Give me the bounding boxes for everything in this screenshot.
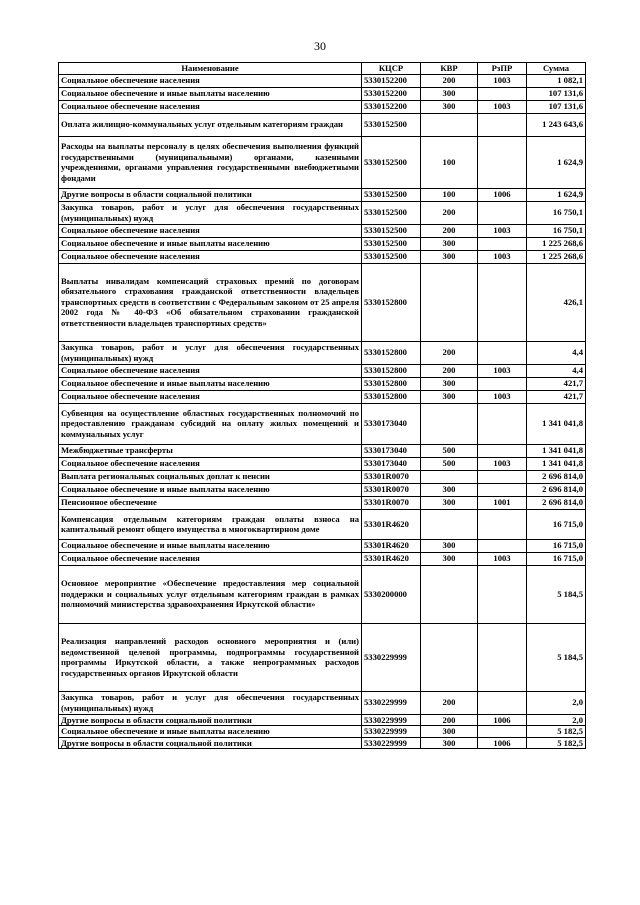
- cell-rzpr: 1003: [478, 457, 527, 470]
- cell-kcsr: 53301R4620: [362, 509, 421, 539]
- table-row: [59, 403, 586, 444]
- cell-kcsr: 5330173040: [362, 444, 421, 457]
- cell-kcsr: 53301R4620: [362, 539, 421, 552]
- cell-sum: 1 624,9: [527, 136, 586, 188]
- cell-name: Социальное обеспечение и иные выплаты населению: [59, 539, 362, 552]
- cell-name: Реализация направлений расходов основного мероприятия и (или) ведомственной целевой программы, подпрограммы государственной программы Иркутской области, а также непрограммных расходов государственных органов Иркутской области: [59, 623, 362, 691]
- cell-kcsr: 53301R0070: [362, 496, 421, 509]
- cell-name: Выплаты инвалидам компенсаций страховых премий по договорам обязательного страхования гражданской ответственности владельцев транспортных средств в соответствии с Федеральным законом от 25 апреля 2002 года № 40-ФЗ «Об обязательном страховании гражданской ответственности владельцев транспортных средств»: [59, 263, 362, 341]
- cell-kvr: 300: [421, 87, 478, 100]
- header-rzpr: РзПР: [478, 63, 527, 75]
- cell-kvr: [421, 565, 478, 623]
- table-row: [59, 390, 586, 403]
- cell-rzpr: [478, 483, 527, 496]
- cell-kcsr: 5330152800: [362, 364, 421, 377]
- cell-kvr: 300: [421, 726, 478, 738]
- cell-sum: 1 624,9: [527, 188, 586, 201]
- cell-kvr: 200: [421, 364, 478, 377]
- header-kcsr: КЦСР: [362, 63, 421, 75]
- cell-sum: 2,0: [527, 714, 586, 726]
- table-row: [59, 377, 586, 390]
- budget-table: [58, 62, 586, 749]
- table-row: [59, 496, 586, 509]
- cell-kvr: 100: [421, 136, 478, 188]
- cell-name: Пенсионное обеспечение: [59, 496, 362, 509]
- cell-kcsr: 5330152800: [362, 341, 421, 364]
- cell-rzpr: [478, 726, 527, 738]
- cell-sum: 1 225 268,6: [527, 237, 586, 250]
- cell-kvr: 300: [421, 539, 478, 552]
- cell-rzpr: 1003: [478, 224, 527, 237]
- cell-sum: 5 184,5: [527, 565, 586, 623]
- cell-sum: 2 696 814,0: [527, 496, 586, 509]
- cell-rzpr: 1006: [478, 714, 527, 726]
- header-kvr: КВР: [421, 63, 478, 75]
- cell-name: Социальное обеспечение населения: [59, 250, 362, 263]
- cell-rzpr: [478, 539, 527, 552]
- cell-kvr: [421, 470, 478, 483]
- cell-kvr: 200: [421, 201, 478, 224]
- table-row: [59, 136, 586, 188]
- table-row: [59, 74, 586, 87]
- cell-kvr: 500: [421, 457, 478, 470]
- cell-kcsr: 5330229999: [362, 714, 421, 726]
- cell-sum: 16 750,1: [527, 201, 586, 224]
- cell-name: Оплата жилищно-коммунальных услуг отдельным категориям граждан: [59, 113, 362, 136]
- cell-sum: 2 696 814,0: [527, 483, 586, 496]
- cell-rzpr: [478, 136, 527, 188]
- cell-kvr: 300: [421, 100, 478, 113]
- table-row: [59, 263, 586, 341]
- table-row: [59, 470, 586, 483]
- cell-kvr: 200: [421, 224, 478, 237]
- cell-kvr: 200: [421, 74, 478, 87]
- cell-kvr: [421, 113, 478, 136]
- cell-name: Социальное обеспечение населения: [59, 552, 362, 565]
- cell-sum: 1 082,1: [527, 74, 586, 87]
- page-number: 30: [314, 39, 326, 53]
- cell-sum: 16 715,0: [527, 552, 586, 565]
- cell-name: Социальное обеспечение населения: [59, 224, 362, 237]
- cell-kvr: 300: [421, 483, 478, 496]
- cell-kvr: 300: [421, 237, 478, 250]
- cell-kvr: 300: [421, 552, 478, 565]
- cell-name: Социальное обеспечение населения: [59, 457, 362, 470]
- header-name: Наименование: [59, 63, 362, 75]
- cell-sum: 5 184,5: [527, 623, 586, 691]
- cell-sum: 4,4: [527, 341, 586, 364]
- table-row: [59, 237, 586, 250]
- cell-sum: 16 715,0: [527, 539, 586, 552]
- table-row: [59, 100, 586, 113]
- cell-kvr: [421, 263, 478, 341]
- cell-kcsr: 5330152800: [362, 377, 421, 390]
- table-row: [59, 483, 586, 496]
- table-row: [59, 364, 586, 377]
- cell-rzpr: 1006: [478, 188, 527, 201]
- cell-kcsr: 53301R0070: [362, 470, 421, 483]
- cell-kcsr: 5330152800: [362, 263, 421, 341]
- cell-rzpr: [478, 444, 527, 457]
- cell-name: Основное мероприятие «Обеспечение предоставления мер социальной поддержки и социальных услуг отдельным категориям граждан в рамках полномочий министерства здравоохранения Иркутской области»: [59, 565, 362, 623]
- cell-kcsr: 5330152500: [362, 237, 421, 250]
- cell-name: Закупка товаров, работ и услуг для обеспечения государственных (муниципальных) нужд: [59, 341, 362, 364]
- cell-rzpr: 1003: [478, 364, 527, 377]
- cell-kcsr: 5330200000: [362, 565, 421, 623]
- table-row: [59, 201, 586, 224]
- table-row: [59, 444, 586, 457]
- cell-kvr: 200: [421, 714, 478, 726]
- cell-name: Субвенция на осуществление областных государственных полномочий по предоставлению гражданам субсидий на оплату жилых помещений и коммунальных услуг: [59, 403, 362, 444]
- cell-kcsr: 5330152500: [362, 136, 421, 188]
- table-header-row: [59, 63, 586, 75]
- cell-kvr: [421, 403, 478, 444]
- cell-rzpr: 1003: [478, 552, 527, 565]
- cell-kcsr: 5330152500: [362, 201, 421, 224]
- cell-sum: 5 182,5: [527, 737, 586, 749]
- cell-sum: 1 225 268,6: [527, 250, 586, 263]
- cell-name: Социальное обеспечение населения: [59, 390, 362, 403]
- cell-name: Социальное обеспечение и иные выплаты населению: [59, 483, 362, 496]
- cell-kvr: 100: [421, 188, 478, 201]
- cell-sum: 2,0: [527, 691, 586, 714]
- table-row: [59, 509, 586, 539]
- cell-kvr: 300: [421, 377, 478, 390]
- cell-rzpr: 1003: [478, 74, 527, 87]
- table-row: [59, 188, 586, 201]
- cell-rzpr: 1003: [478, 250, 527, 263]
- cell-sum: 426,1: [527, 263, 586, 341]
- table-row: [59, 224, 586, 237]
- cell-name: Другие вопросы в области социальной политики: [59, 714, 362, 726]
- cell-kvr: [421, 623, 478, 691]
- cell-rzpr: [478, 113, 527, 136]
- table-row: [59, 726, 586, 738]
- cell-name: Другие вопросы в области социальной политики: [59, 737, 362, 749]
- cell-sum: 1 341 041,8: [527, 457, 586, 470]
- cell-rzpr: [478, 377, 527, 390]
- cell-name: Социальное обеспечение населения: [59, 364, 362, 377]
- cell-kcsr: 5330229999: [362, 737, 421, 749]
- cell-name: Закупка товаров, работ и услуг для обеспечения государственных (муниципальных) нужд: [59, 691, 362, 714]
- cell-kcsr: 5330229999: [362, 691, 421, 714]
- cell-name: Социальное обеспечение и иные выплаты населению: [59, 237, 362, 250]
- cell-rzpr: [478, 201, 527, 224]
- cell-rzpr: [478, 87, 527, 100]
- table-row: [59, 565, 586, 623]
- cell-sum: 2 696 814,0: [527, 470, 586, 483]
- table-row: [59, 737, 586, 749]
- header-sum: Сумма: [527, 63, 586, 75]
- cell-rzpr: [478, 470, 527, 483]
- table-row: [59, 87, 586, 100]
- cell-kcsr: 53301R4620: [362, 552, 421, 565]
- table-row: [59, 539, 586, 552]
- table-row: [59, 552, 586, 565]
- table-row: [59, 113, 586, 136]
- cell-kcsr: 5330173040: [362, 457, 421, 470]
- cell-kcsr: 5330152800: [362, 390, 421, 403]
- cell-sum: 16 750,1: [527, 224, 586, 237]
- cell-kvr: 300: [421, 390, 478, 403]
- cell-kcsr: 5330152200: [362, 74, 421, 87]
- table-row: [59, 250, 586, 263]
- cell-sum: 1 243 643,6: [527, 113, 586, 136]
- cell-rzpr: [478, 691, 527, 714]
- cell-rzpr: [478, 341, 527, 364]
- table-body: [59, 74, 586, 749]
- cell-kvr: 300: [421, 737, 478, 749]
- cell-name: Расходы на выплаты персоналу в целях обеспечения выполнения функций государственными (муниципальными) органами, казенными учреждениями, органами управления государственными внебюджетными фондами: [59, 136, 362, 188]
- cell-kcsr: 5330152200: [362, 87, 421, 100]
- cell-rzpr: [478, 263, 527, 341]
- cell-sum: 1 341 041,8: [527, 444, 586, 457]
- table-row: [59, 691, 586, 714]
- cell-name: Социальное обеспечение населения: [59, 100, 362, 113]
- cell-name: Социальное обеспечение и иные выплаты населению: [59, 87, 362, 100]
- cell-sum: 5 182,5: [527, 726, 586, 738]
- cell-sum: 4,4: [527, 364, 586, 377]
- table-row: [59, 714, 586, 726]
- cell-rzpr: [478, 565, 527, 623]
- cell-kcsr: 5330152500: [362, 188, 421, 201]
- cell-kcsr: 5330229999: [362, 623, 421, 691]
- cell-kcsr: 5330173040: [362, 403, 421, 444]
- cell-name: Социальное обеспечение и иные выплаты населению: [59, 726, 362, 738]
- cell-sum: 1 341 041,8: [527, 403, 586, 444]
- cell-rzpr: 1003: [478, 100, 527, 113]
- cell-kcsr: 5330152500: [362, 224, 421, 237]
- table-row: [59, 457, 586, 470]
- table-row: [59, 341, 586, 364]
- cell-name: Компенсация отдельным категориям граждан оплаты взноса на капитальный ремонт общего имущества в многоквартирном доме: [59, 509, 362, 539]
- cell-sum: 421,7: [527, 377, 586, 390]
- cell-sum: 107 131,6: [527, 100, 586, 113]
- cell-rzpr: [478, 509, 527, 539]
- cell-name: Закупка товаров, работ и услуг для обеспечения государственных (муниципальных) нужд: [59, 201, 362, 224]
- cell-sum: 16 715,0: [527, 509, 586, 539]
- cell-kcsr: 53301R0070: [362, 483, 421, 496]
- cell-kcsr: 5330229999: [362, 726, 421, 738]
- cell-rzpr: 1006: [478, 737, 527, 749]
- cell-kvr: 200: [421, 691, 478, 714]
- cell-name: Другие вопросы в области социальной политики: [59, 188, 362, 201]
- cell-kcsr: 5330152500: [362, 250, 421, 263]
- cell-kcsr: 5330152200: [362, 100, 421, 113]
- cell-sum: 421,7: [527, 390, 586, 403]
- cell-kvr: 500: [421, 444, 478, 457]
- cell-kvr: 300: [421, 496, 478, 509]
- cell-name: Межбюджетные трансферты: [59, 444, 362, 457]
- cell-rzpr: [478, 623, 527, 691]
- cell-name: Социальное обеспечение и иные выплаты населению: [59, 377, 362, 390]
- cell-sum: 107 131,6: [527, 87, 586, 100]
- cell-name: Выплата региональных социальных доплат к пенсии: [59, 470, 362, 483]
- table-row: [59, 623, 586, 691]
- cell-kcsr: 5330152500: [362, 113, 421, 136]
- cell-name: Социальное обеспечение населения: [59, 74, 362, 87]
- cell-rzpr: [478, 237, 527, 250]
- cell-kvr: 200: [421, 341, 478, 364]
- cell-kvr: [421, 509, 478, 539]
- cell-rzpr: [478, 403, 527, 444]
- cell-kvr: 300: [421, 250, 478, 263]
- cell-rzpr: 1001: [478, 496, 527, 509]
- cell-rzpr: 1003: [478, 390, 527, 403]
